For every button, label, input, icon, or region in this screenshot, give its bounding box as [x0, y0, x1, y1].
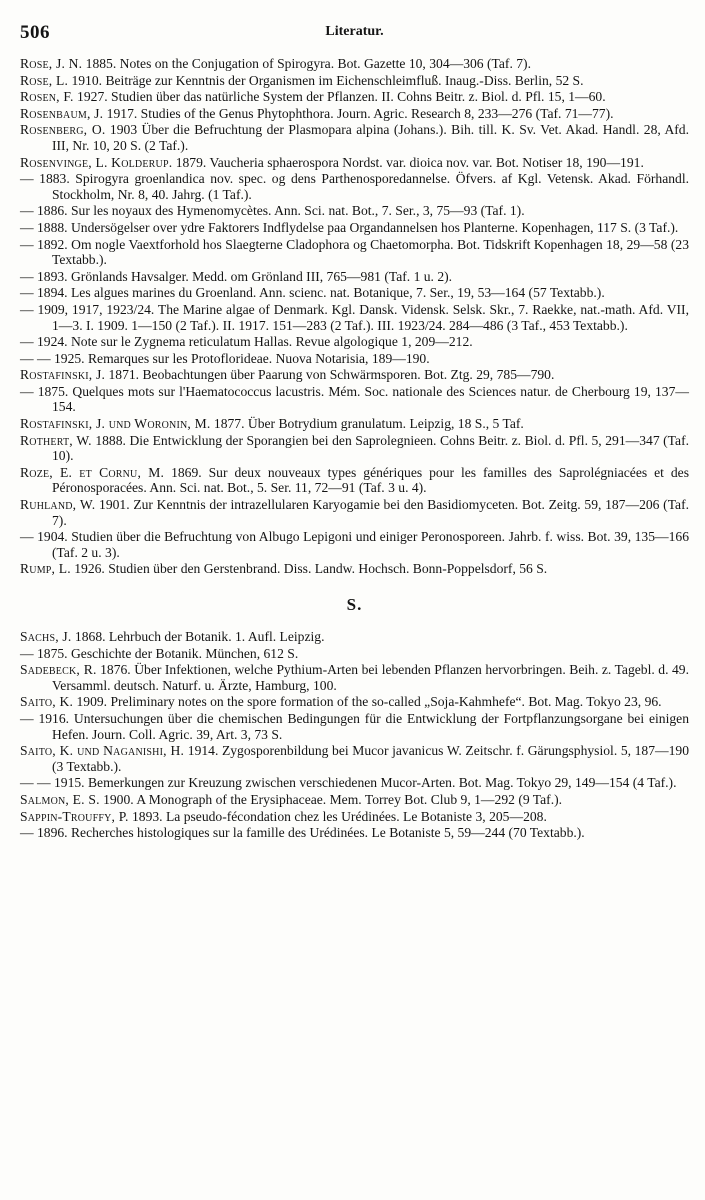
bibliography-entry	[20, 384, 689, 415]
entry-text: — 1883. Spirogyra groenlandica nov. spec. og dens Parthenosporedannelse. Öfvers. af Kgl. Vetensk. Akad. Förhandl. Stockholm, Nr. 8, 40. Jahrg. (1 Taf.).	[20, 171, 689, 202]
entry-text: 1876. Über Infektionen, welche Pythium-Arten bei lebenden Pflanzen hervorbringen. Beih. z. Tagebl. d. 49. Versamml. deutsch. Naturf. u. Ärzte, Hamburg, 100.	[52, 662, 689, 693]
bibliography-entry	[20, 465, 689, 496]
entry-author: Rump, L.	[20, 561, 71, 577]
entry-author: Sappin-Trouffy, P.	[20, 808, 129, 824]
bibliography-entry	[20, 155, 689, 171]
entry-text: 1914. Zygosporenbildung bei Mucor javanicus W. Zeitschr. f. Gärungsphysiol. 5, 187—190 (3 Textabb.).	[52, 743, 690, 774]
entry-author: Rosenvinge, L. Kolderup.	[20, 154, 173, 170]
entry-text: 1868. Lehrbuch der Botanik. 1. Aufl. Leipzig.	[71, 629, 325, 644]
bibliography-entry	[20, 89, 689, 105]
entry-text: 1869. Sur deux nouveaux types génériques pour les familles des Saprolégniacées et des Péronosporacées. Ann. Sci. nat. Bot., 5. Ser. 11, 72—91 (Taf. 3 u. 4).	[52, 464, 689, 496]
bibliography-entry	[20, 529, 689, 560]
bibliography-list-r	[20, 56, 689, 577]
bibliography-entry	[20, 416, 689, 432]
entry-author: Rostafinski, J. und Woronin, M.	[20, 416, 211, 432]
bibliography-entry	[20, 809, 689, 825]
bibliography-list-s	[20, 629, 689, 841]
bibliography-entry	[20, 73, 689, 89]
bibliography-entry	[20, 775, 689, 791]
entry-author: Rosen, F.	[20, 89, 74, 105]
entry-author: Saito, K. und Naganishi, H.	[20, 743, 185, 759]
entry-author: Rosenbaum, J.	[20, 105, 104, 121]
entry-author: Salmon, E. S.	[20, 791, 100, 807]
entry-text: 1909. Preliminary notes on the spore formation of the so-called „Soja-Kahmhefe“. Bot. Mag. Tokyo 23, 96.	[73, 694, 662, 710]
entry-text: 1901. Zur Kenntnis der intrazellularen Karyogamie bei den Basidiomyceten. Bot. Zeitg. 59, 187—206 (Taf. 7).	[52, 497, 690, 528]
bibliography-entry	[20, 285, 689, 301]
bibliography-entry	[20, 367, 689, 383]
bibliography-entry	[20, 662, 689, 693]
entry-text: — 1896. Recherches histologiques sur la famille des Urédinées. Le Botaniste 5, 59—244 (70 Textabb.).	[20, 825, 585, 841]
entry-text: 1888. Die Entwicklung der Sporangien bei den Saprolegnieen. Cohns Beitr. z. Biol. d. Pfl. 5, 291—347 (Taf. 10).	[52, 432, 689, 464]
entry-text: 1877. Über Botrydium granulatum. Leipzig, 18 S., 5 Taf.	[210, 416, 524, 432]
entry-text: — — 1925. Remarques sur les Protoflorideae. Nuova Notarisia, 189—190.	[20, 350, 430, 366]
entry-author: Roze, E. et Cornu, M.	[20, 464, 165, 480]
entry-author: Saito, K.	[20, 694, 74, 710]
bibliography-entry	[20, 743, 689, 774]
entry-text: — 1875. Geschichte der Botanik. München, 612 S.	[20, 645, 299, 661]
entry-text: — 1888. Undersögelser over ydre Faktorers Indflydelse paa Organdannelsen hos Planterne. Kopenhagen, 117 S. (3 Taf.).	[20, 219, 679, 235]
entry-text: 1927. Studien über das natürliche System der Pflanzen. II. Cohns Beitr. z. Biol. d. Pfl. 15, 1—60.	[73, 89, 606, 105]
entry-text: — 1904. Studien über die Befruchtung von Albugo Lepigoni und einiger Peronosporeen. Jahrb. f. wiss. Bot. 39, 135—166 (Taf. 2 u. 3).	[20, 529, 689, 560]
bibliography-entry	[20, 302, 689, 333]
entry-text: — 1892. Om nogle Vaextforhold hos Slaegterne Cladophora og Chaetomorpha. Bot. Tidskrift Kopenhagen 18, 29—58 (23 Textabb.).	[20, 236, 689, 268]
bibliography-entry	[20, 629, 689, 645]
bibliography-entry	[20, 646, 689, 662]
entry-text: 1900. A Monograph of the Erysiphaceae. Mem. Torrey Bot. Club 9, 1—292 (9 Taf.).	[99, 791, 563, 807]
entry-author: Sadebeck, R.	[20, 662, 97, 678]
entry-text: — 1893. Grönlands Havsalger. Medd. om Grönland III, 765—981 (Taf. 1 u. 2).	[20, 268, 453, 284]
bibliography-entry	[20, 694, 689, 710]
entry-text: — 1875. Quelques mots sur l'Haematococcus lacustris. Mém. Soc. nationale des Sciences natur. de Cherbourg 19, 137—154.	[20, 383, 689, 415]
entry-text: — 1886. Sur les noyaux des Hymenomycètes. Ann. Sci. nat. Bot., 7. Ser., 3, 75—93 (Taf. 1).	[20, 203, 525, 219]
entry-text: 1903 Über die Befruchtung der Plasmopara alpina (Johans.). Bih. till. K. Sv. Vet. Akad. Handl. 28, Afd. III, Nr. 10, 20 S. (2 Taf.).	[52, 122, 689, 153]
entry-text: 1871. Beobachtungen über Paarung von Schwärmsporen. Bot. Ztg. 29, 785—790.	[105, 367, 555, 383]
entry-author: Rostafinski, J.	[20, 367, 106, 383]
entry-author: Rosenberg, O.	[20, 122, 106, 138]
entry-text: 1893. La pseudo-fécondation chez les Urédinées. Le Botaniste 3, 205—208.	[128, 808, 547, 824]
entry-text: — 1909, 1917, 1923/24. The Marine algae of Denmark. Kgl. Dansk. Vidensk. Selsk. Skr., 7. Raekke, nat.-math. Afd. VII, 1—3. I. 1909. 1—150 (2 Taf.). II. 1917. 151—283 (2 Taf.). III. 1923/24. 284—486 (3 Taf., 453 Textabb.).	[20, 301, 689, 333]
bibliography-entry	[20, 203, 689, 219]
page-header	[20, 18, 689, 56]
section-heading: S.	[346, 595, 363, 614]
bibliography-entry	[20, 56, 689, 72]
bibliography-entry	[20, 792, 689, 808]
bibliography-entry	[20, 351, 689, 367]
entry-author: Rothert, W.	[20, 432, 92, 448]
bibliography-entry	[20, 561, 689, 577]
bibliography-entry	[20, 269, 689, 285]
bibliography-entry	[20, 334, 689, 350]
bibliography-entry	[20, 237, 689, 268]
entry-author: Rose, L.	[20, 72, 69, 88]
entry-text: 1885. Notes on the Conjugation of Spirogyra. Bot. Gazette 10, 304—306 (Taf. 7).	[82, 56, 531, 71]
running-head: Literatur.	[325, 24, 384, 39]
entry-text: 1917. Studies of the Genus Phytophthora. Journ. Agric. Research 8, 233—276 (Taf. 71—77).	[103, 105, 614, 121]
entry-author: Sachs, J.	[20, 629, 72, 644]
bibliography-entry	[20, 711, 689, 742]
entry-text: — 1924. Note sur le Zygnema reticulatum Hallas. Revue algologique 1, 209—212.	[20, 334, 473, 350]
entry-author: Ruhland, W.	[20, 497, 96, 513]
entry-text: — 1894. Les algues marines du Groenland. Ann. scienc. nat. Botanique, 7. Ser., 19, 53—164 (57 Textabb.).	[20, 285, 605, 301]
entry-text: 1910. Beiträge zur Kenntnis der Organismen im Eichenschleimfluß. Inaug.-Diss. Berlin, 52 S.	[68, 72, 584, 88]
entry-author: Rose, J. N.	[20, 56, 83, 71]
bibliography-entry	[20, 497, 689, 528]
entry-text: — 1916. Untersuchungen über die chemischen Bedingungen für die Entwicklung der Fortpflanzungsorgane bei einigen Hefen. Journ. Coll. Agric. 39, Art. 3, 73 S.	[20, 710, 689, 742]
bibliography-entry	[20, 171, 689, 202]
entry-text: 1879. Vaucheria sphaerospora Nordst. var. dioica nov. var. Bot. Notiser 18, 190—191.	[172, 154, 644, 170]
page-number: 506	[20, 22, 50, 43]
bibliography-entry	[20, 220, 689, 236]
bibliography-entry	[20, 106, 689, 122]
bibliography-entry	[20, 825, 689, 841]
bibliography-entry	[20, 433, 689, 464]
entry-text: 1926. Studien über den Gerstenbrand. Diss. Landw. Hochsch. Bonn-Poppelsdorf, 56 S.	[70, 561, 548, 577]
bibliography-entry	[20, 122, 689, 153]
entry-text: — — 1915. Bemerkungen zur Kreuzung zwischen verschiedenen Mucor-Arten. Bot. Mag. Tokyo 29, 149—154 (4 Taf.).	[20, 775, 677, 791]
